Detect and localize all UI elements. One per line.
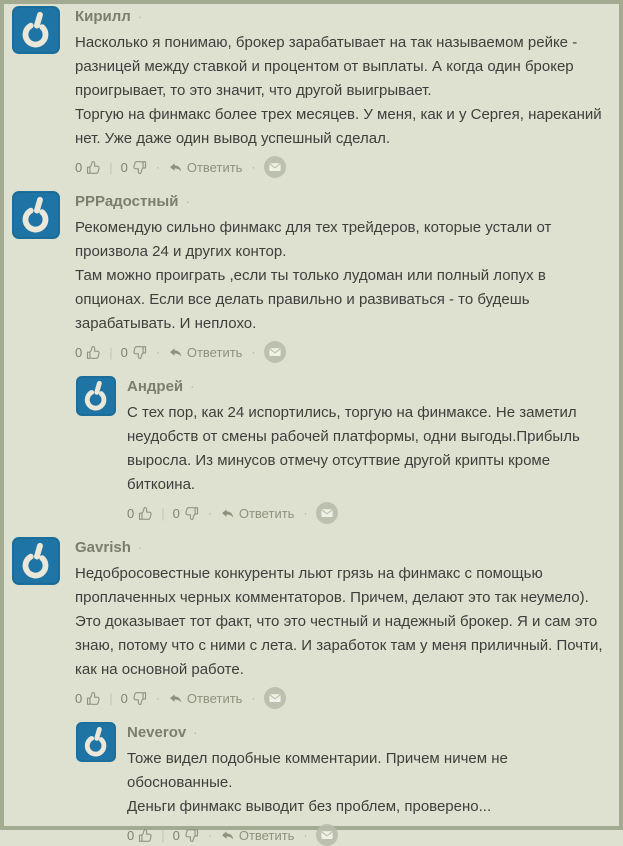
actions-dot: · bbox=[251, 691, 256, 705]
gravatar-power-icon bbox=[76, 376, 116, 416]
avatar[interactable] bbox=[76, 376, 116, 416]
comment-meta-dot: · bbox=[185, 194, 190, 209]
comment-paragraph: Деньги финмакс выводит без проблем, проверено... bbox=[127, 798, 492, 815]
comment-meta-dot: · bbox=[190, 379, 195, 394]
like-count: 0 bbox=[127, 505, 135, 521]
thumbs-down-icon bbox=[184, 506, 199, 521]
comment-actions bbox=[75, 687, 610, 709]
reply-arrow-icon bbox=[221, 507, 234, 520]
reply-arrow-icon bbox=[169, 346, 182, 359]
envelope-icon bbox=[316, 824, 338, 846]
comment-paragraph: Недобросовестные конкуренты льют грязь на финмакс с помощью проплаченных черных комментаторов. Причем, делают это так неумело). Это доказывает тот факт, что это честный и надежный брокер. Я и сам это знаю, потому что с ними с лета. И заработок там у меня приличный. Почти, как на основной работе. bbox=[75, 565, 603, 678]
avatar[interactable] bbox=[76, 722, 116, 762]
email-share-button[interactable] bbox=[264, 341, 286, 363]
reply-arrow-icon bbox=[169, 161, 182, 174]
actions-dot: · bbox=[303, 506, 308, 520]
dislike-count: 0 bbox=[120, 344, 128, 360]
comment-actions bbox=[75, 156, 610, 178]
envelope-icon bbox=[264, 687, 286, 709]
gravatar-power-icon bbox=[12, 191, 60, 239]
like-count: 0 bbox=[75, 159, 83, 175]
avatar[interactable] bbox=[12, 537, 60, 585]
comment-text bbox=[75, 216, 610, 336]
comment-meta-dot: · bbox=[137, 540, 143, 555]
comment bbox=[76, 722, 610, 846]
reply-label: Ответить bbox=[186, 690, 243, 706]
avatar[interactable] bbox=[12, 191, 60, 239]
dislike-count: 0 bbox=[120, 159, 128, 175]
comment-body bbox=[127, 376, 610, 524]
actions-dot: · bbox=[207, 506, 212, 520]
comment-header bbox=[127, 376, 610, 397]
thumbs-up-icon bbox=[86, 160, 101, 175]
avatar[interactable] bbox=[12, 6, 60, 54]
envelope-icon bbox=[264, 341, 286, 363]
comment bbox=[12, 191, 610, 363]
dislike-button[interactable] bbox=[121, 345, 147, 360]
comment-header bbox=[75, 6, 610, 27]
comment-text bbox=[127, 747, 610, 819]
comment-actions bbox=[127, 502, 610, 524]
dislike-count: 0 bbox=[172, 827, 180, 843]
thumbs-up-icon bbox=[86, 345, 101, 360]
comment-meta-dot: · bbox=[137, 9, 143, 24]
actions-dot: · bbox=[207, 828, 212, 842]
vote-separator: | bbox=[161, 827, 165, 843]
reply-label: Ответить bbox=[238, 827, 295, 843]
dislike-count: 0 bbox=[120, 690, 128, 706]
reply-label: Ответить bbox=[186, 344, 243, 360]
comment-text bbox=[127, 401, 610, 497]
like-count: 0 bbox=[127, 827, 135, 843]
dislike-button[interactable] bbox=[173, 506, 199, 521]
email-share-button[interactable] bbox=[264, 687, 286, 709]
comment-author[interactable]: Кирилл bbox=[75, 8, 131, 25]
comment-paragraph: Там можно проиграть ,если ты только лудоман или полный лопух в опционах. Если все делать правильно и развиваться - то будешь зарабатывать. И неплохо. bbox=[75, 267, 546, 332]
envelope-icon bbox=[264, 156, 286, 178]
actions-dot: · bbox=[251, 160, 256, 174]
comment-paragraph: Торгую на финмакс более трех месяцев. У меня, как и у Сергея, нареканий нет. Уже даже один вывод успешный сделал. bbox=[75, 106, 602, 147]
like-button[interactable] bbox=[127, 506, 153, 521]
comment-actions bbox=[127, 824, 610, 846]
gravatar-power-icon bbox=[76, 722, 116, 762]
actions-dot: · bbox=[251, 345, 256, 359]
comment-paragraph: Тоже видел подобные комментарии. Причем ничем не обоснованные. bbox=[127, 750, 508, 791]
vote-separator: | bbox=[109, 690, 113, 706]
thumbs-down-icon bbox=[132, 691, 147, 706]
gravatar-power-icon bbox=[12, 537, 60, 585]
vote-separator: | bbox=[161, 505, 165, 521]
comment-meta-dot: · bbox=[193, 725, 198, 740]
comment-text bbox=[75, 31, 610, 151]
like-count: 0 bbox=[75, 690, 83, 706]
comment-header bbox=[75, 537, 610, 558]
email-share-button[interactable] bbox=[264, 156, 286, 178]
like-count: 0 bbox=[75, 344, 83, 360]
like-button[interactable] bbox=[75, 691, 101, 706]
comment bbox=[76, 376, 610, 524]
comment-paragraph: Рекомендую сильно финмакс для тех трейдеров, которые устали от произвола 24 и других контор. bbox=[75, 219, 552, 260]
reply-button[interactable] bbox=[221, 506, 295, 521]
reply-label: Ответить bbox=[238, 505, 295, 521]
like-button[interactable] bbox=[75, 345, 101, 360]
comment-text bbox=[75, 562, 610, 682]
comment bbox=[12, 537, 610, 709]
actions-dot: · bbox=[155, 160, 160, 174]
email-share-button[interactable] bbox=[316, 502, 338, 524]
thumbs-up-icon bbox=[86, 691, 101, 706]
actions-dot: · bbox=[155, 691, 160, 705]
comment-header bbox=[127, 722, 610, 743]
comment-paragraph: С тех пор, как 24 испортились, торгую на финмаксе. Не заметил неудобств от смены рабочей платформы, одни выгоды.Прибыль выросла. Из минусов отмечу отсуттвие другой крипты кроме биткоина. bbox=[127, 404, 580, 493]
reply-arrow-icon bbox=[169, 692, 182, 705]
email-share-button[interactable] bbox=[316, 824, 338, 846]
dislike-button[interactable] bbox=[121, 691, 147, 706]
reply-button[interactable] bbox=[169, 160, 243, 175]
reply-label: Ответить bbox=[186, 159, 243, 175]
comment-body bbox=[75, 537, 610, 709]
dislike-count: 0 bbox=[172, 505, 180, 521]
actions-dot: · bbox=[155, 345, 160, 359]
reply-button[interactable] bbox=[169, 691, 243, 706]
thumbs-down-icon bbox=[132, 345, 147, 360]
like-button[interactable] bbox=[75, 160, 101, 175]
comment-body bbox=[127, 722, 610, 846]
vote-separator: | bbox=[109, 159, 113, 175]
comment-body bbox=[75, 191, 610, 363]
actions-dot: · bbox=[303, 828, 308, 842]
dislike-button[interactable] bbox=[121, 160, 147, 175]
thumbs-down-icon bbox=[132, 160, 147, 175]
reply-button[interactable] bbox=[169, 345, 243, 360]
thumbs-up-icon bbox=[138, 506, 153, 521]
vote-separator: | bbox=[109, 344, 113, 360]
reply-arrow-icon bbox=[221, 829, 234, 842]
comment-author[interactable]: Андрей bbox=[127, 378, 184, 395]
gravatar-power-icon bbox=[12, 6, 60, 54]
comment bbox=[12, 6, 610, 178]
comment-header bbox=[75, 191, 610, 212]
comment-author[interactable]: PPРадостный bbox=[75, 193, 179, 210]
comments-section bbox=[4, 6, 619, 846]
comment-paragraph: Насколько я понимаю, брокер зарабатывает на так называемом рейке - разницей между ставкой и процентом от выплаты. А когда один брокер проигрывает, то это значит, что другой выигрывает. bbox=[75, 34, 578, 99]
comment-body bbox=[75, 6, 610, 178]
comment-actions bbox=[75, 341, 610, 363]
envelope-icon bbox=[316, 502, 338, 524]
comment-author[interactable]: Neverov bbox=[127, 724, 187, 741]
comment-author[interactable]: Gavrish bbox=[75, 539, 131, 556]
